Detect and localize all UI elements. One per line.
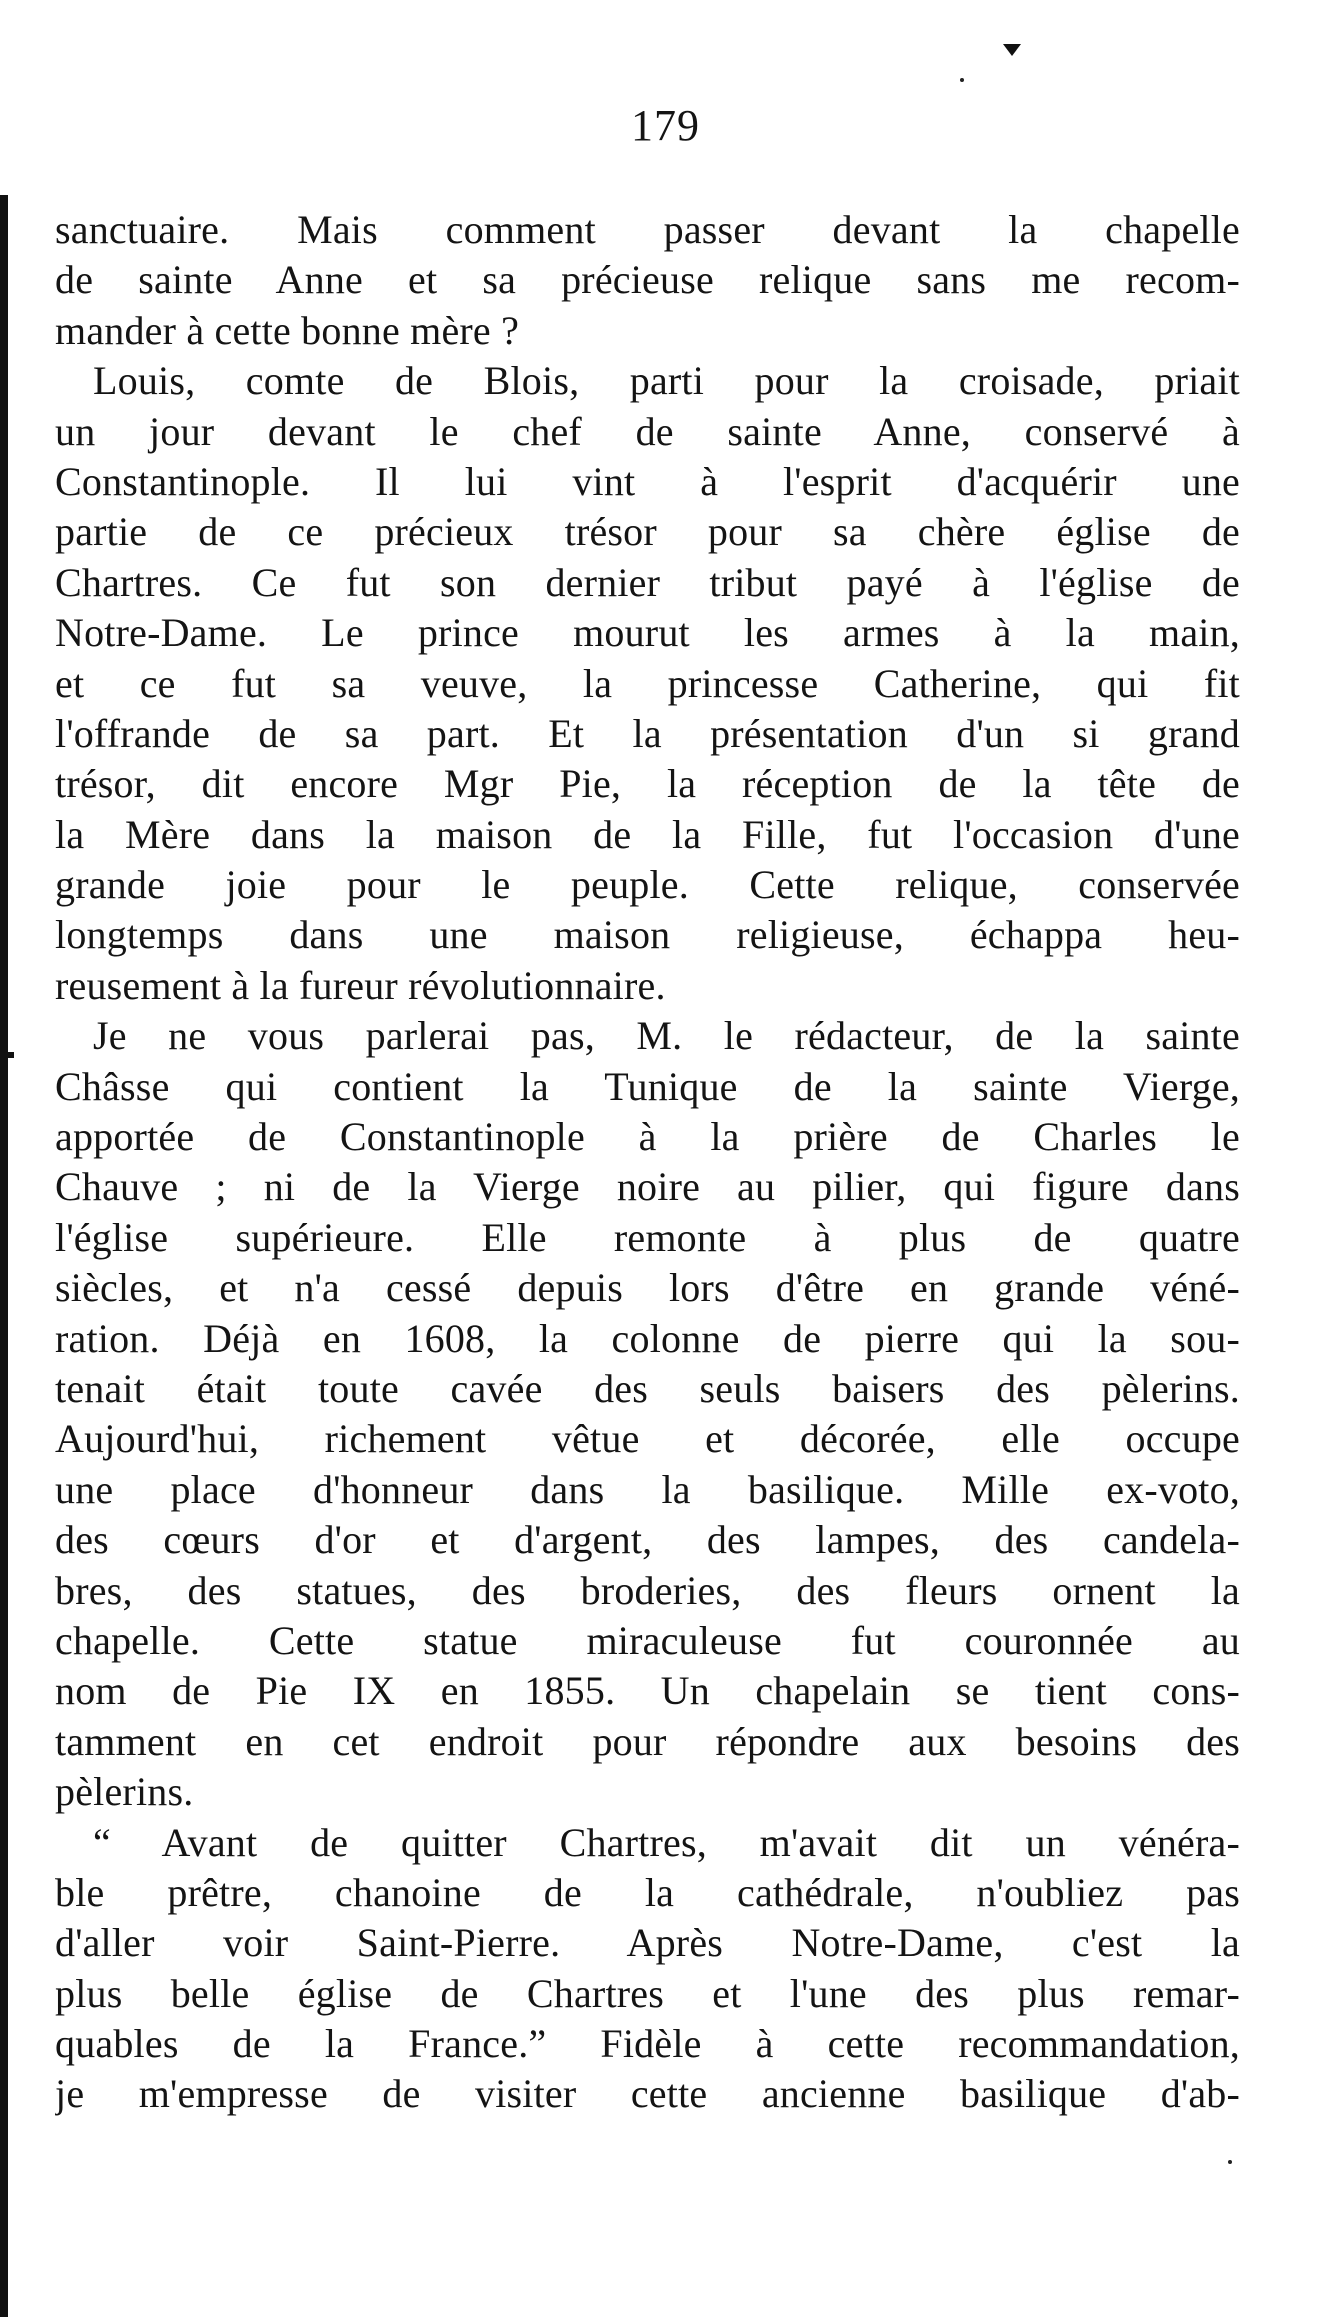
text-line: ble prêtre, chanoine de la cathédrale, n'oubliez pas: [55, 1869, 1240, 1915]
text-line: “ Avant de quitter Chartres, m'avait dit un vénéra-: [93, 1819, 1240, 1865]
text-line: l'église supérieure. Elle remonte à plus de quatre: [55, 1214, 1240, 1260]
text-line: quables de la France.” Fidèle à cette recommandation,: [55, 2021, 1240, 2067]
text-line: chapelle. Cette statue miraculeuse fut couronnée au: [55, 1617, 1240, 1663]
text-line: bres, des statues, des broderies, des fleurs ornent la: [55, 1567, 1240, 1613]
text-line: grande joie pour le peuple. Cette relique, conservée: [55, 862, 1240, 908]
text-line: reusement à la fureur révolutionnaire.: [55, 962, 666, 1008]
page-number: 179: [631, 101, 700, 150]
text-line: Aujourd'hui, richement vêtue et décorée, elle occupe: [55, 1416, 1240, 1462]
text-line: d'aller voir Saint-Pierre. Après Notre-Dame, c'est la: [55, 1920, 1240, 1966]
text-line: un jour devant le chef de sainte Anne, conservé à: [55, 408, 1240, 454]
text-line: des cœurs d'or et d'argent, des lampes, des candela-: [55, 1517, 1240, 1563]
corner-ink-mark: [1003, 44, 1021, 56]
page-edge-tick: [0, 1052, 14, 1058]
text-line: la Mère dans la maison de la Fille, fut l'occasion d'une: [55, 811, 1240, 857]
text-line: mander à cette bonne mère ?: [55, 307, 520, 353]
text-line: Chartres. Ce fut son dernier tribut payé à l'église de: [55, 559, 1240, 605]
text-line: ration. Déjà en 1608, la colonne de pierre qui la sou-: [55, 1315, 1240, 1361]
ink-dot: [960, 78, 964, 82]
text-line: je m'empresse de visiter cette ancienne basilique d'ab-: [55, 2071, 1240, 2117]
text-line: de sainte Anne et sa précieuse relique sans me recom-: [55, 257, 1240, 303]
text-line: nom de Pie IX en 1855. Un chapelain se tient cons-: [55, 1668, 1240, 1714]
text-line: Louis, comte de Blois, parti pour la croisade, priait: [93, 358, 1240, 404]
text-line: trésor, dit encore Mgr Pie, la réception de la tête de: [55, 761, 1240, 807]
text-line: et ce fut sa veuve, la princesse Catherine, qui fit: [55, 660, 1240, 706]
text-line: sanctuaire. Mais comment passer devant la chapelle: [55, 207, 1240, 252]
text-line: Notre-Dame. Le prince mourut les armes à la main,: [55, 610, 1240, 656]
text-line: longtemps dans une maison religieuse, échappa heu-: [55, 912, 1240, 958]
page-edge-rule: [0, 195, 8, 2317]
text-line: Constantinople. Il lui vint à l'esprit d'acquérir une: [55, 458, 1240, 504]
text-line: l'offrande de sa part. Et la présentation d'un si grand: [55, 710, 1240, 756]
text-line: Châsse qui contient la Tunique de la sainte Vierge,: [55, 1063, 1240, 1109]
text-line: Chauve ; ni de la Vierge noire au pilier, qui figure dans: [55, 1164, 1240, 1210]
text-line: plus belle église de Chartres et l'une des plus remar-: [55, 1970, 1240, 2016]
ink-dot: [1228, 2160, 1232, 2164]
body-text: [55, 205, 1240, 2120]
text-line: apportée de Constantinople à la prière de Charles le: [55, 1114, 1240, 1160]
text-line: tamment en cet endroit pour répondre aux besoins des: [55, 1718, 1240, 1764]
text-line: partie de ce précieux trésor pour sa chère église de: [55, 509, 1240, 555]
text-line: Je ne vous parlerai pas, M. le rédacteur, de la sainte: [93, 1013, 1240, 1059]
text-line: pèlerins.: [55, 1769, 194, 1815]
text-line: siècles, et n'a cessé depuis lors d'être en grande véné-: [55, 1265, 1240, 1311]
text-line: tenait était toute cavée des seuls baisers des pèlerins.: [55, 1365, 1240, 1411]
text-line: une place d'honneur dans la basilique. Mille ex-voto,: [55, 1466, 1240, 1512]
